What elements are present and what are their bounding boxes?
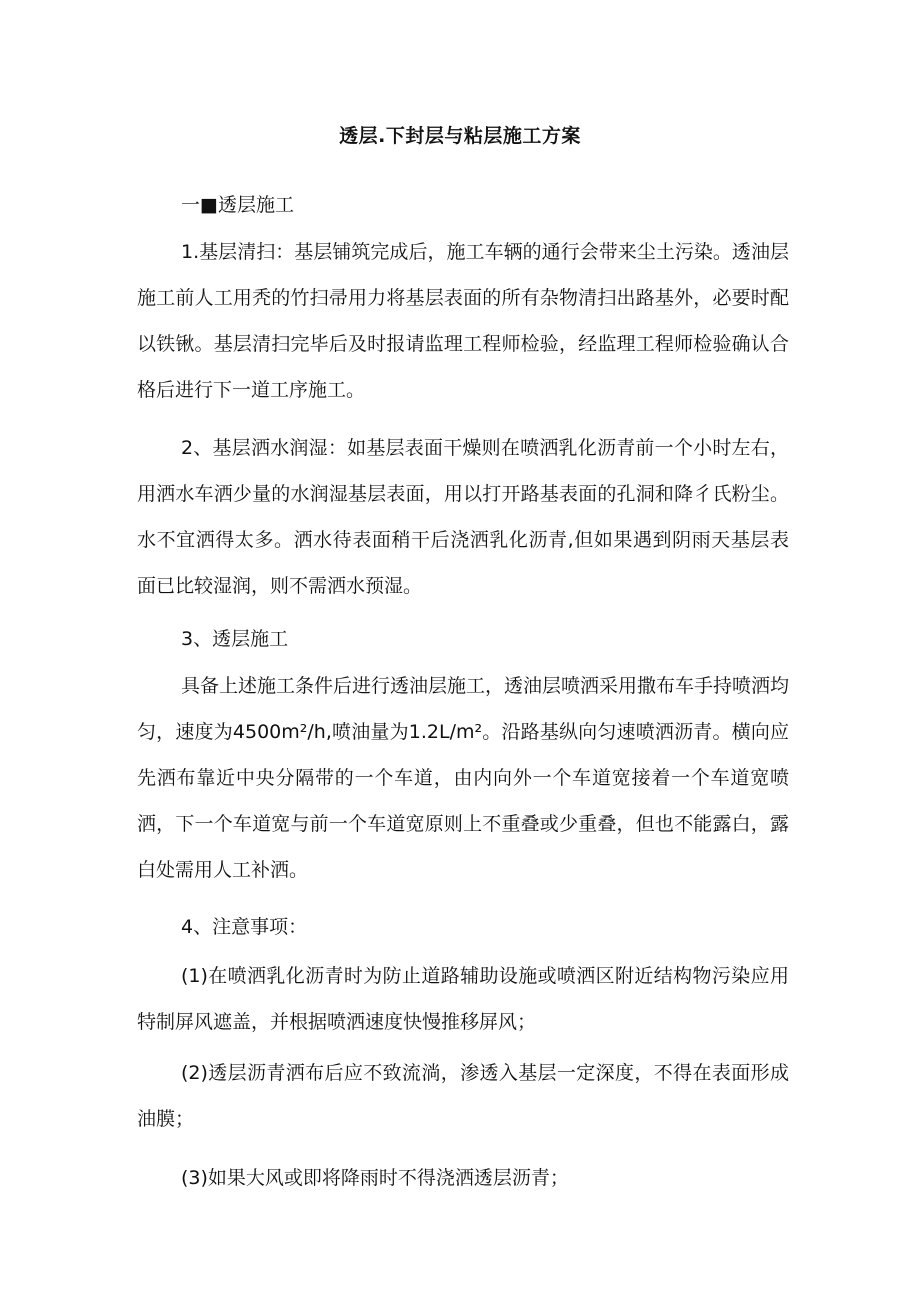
item-heading-permeable-construction: 3、透层施工 xyxy=(181,628,289,650)
note-item-2: (2)透层沥青洒布后应不致流淌，渗透入基层一定深度，不得在表面形成油膜； xyxy=(137,1062,789,1130)
paragraph-base-wetting: 2、基层洒水润湿：如基层表面干燥则在喷洒乳化沥青前一个小时左右，用洒水车洒少量的水润湿基层表面，用以打开路基表面的孔洞和降彳氏粉尘。水不宜洒得太多。洒水待表面稍干后浇洒乳化沥青,但如果遇到阴雨天基层表面已比较湿润，则不需洒水预湿。 xyxy=(137,437,789,597)
item-heading-notes: 4、注意事项： xyxy=(181,916,308,938)
note-item-1: (1)在喷洒乳化沥青时为防止道路辅助设施或喷洒区附近结构物污染应用特制屏风遮盖，并根据喷洒速度快慢推移屏风； xyxy=(137,965,789,1033)
section-heading-permeable-layer: 一■透层施工 xyxy=(181,194,294,216)
paragraph-permeable-construction: 具备上述施工条件后进行透油层施工，透油层喷洒采用撒布车手持喷洒均匀，速度为4500m²∕h,喷油量为1.2L∕m²。沿路基纵向匀速喷洒沥青。横向应先洒布靠近中央分隔带的一个车道，由内向外一个车道宽接着一个车道宽喷洒，下一个车道宽与前一个车道宽原则上不重叠或少重叠，但也不能露白，露白处需用人工补洒。 xyxy=(137,675,790,881)
paragraph-base-cleaning: 1.基层清扫：基层铺筑完成后，施工车辆的通行会带来尘土污染。透油层施工前人工用秃的竹扫帚用力将基层表面的所有杂物清扫出路基外，必要时配以铁锹。基层清扫完毕后及时报请监理工程师检验，经监理工程师检验确认合格后进行下一道工序施工。 xyxy=(137,241,789,401)
document-title: 透层.下封层与粘层施工方案 xyxy=(339,125,581,147)
note-item-3: (3)如果大风或即将降雨时不得浇洒透层沥青； xyxy=(181,1167,569,1189)
